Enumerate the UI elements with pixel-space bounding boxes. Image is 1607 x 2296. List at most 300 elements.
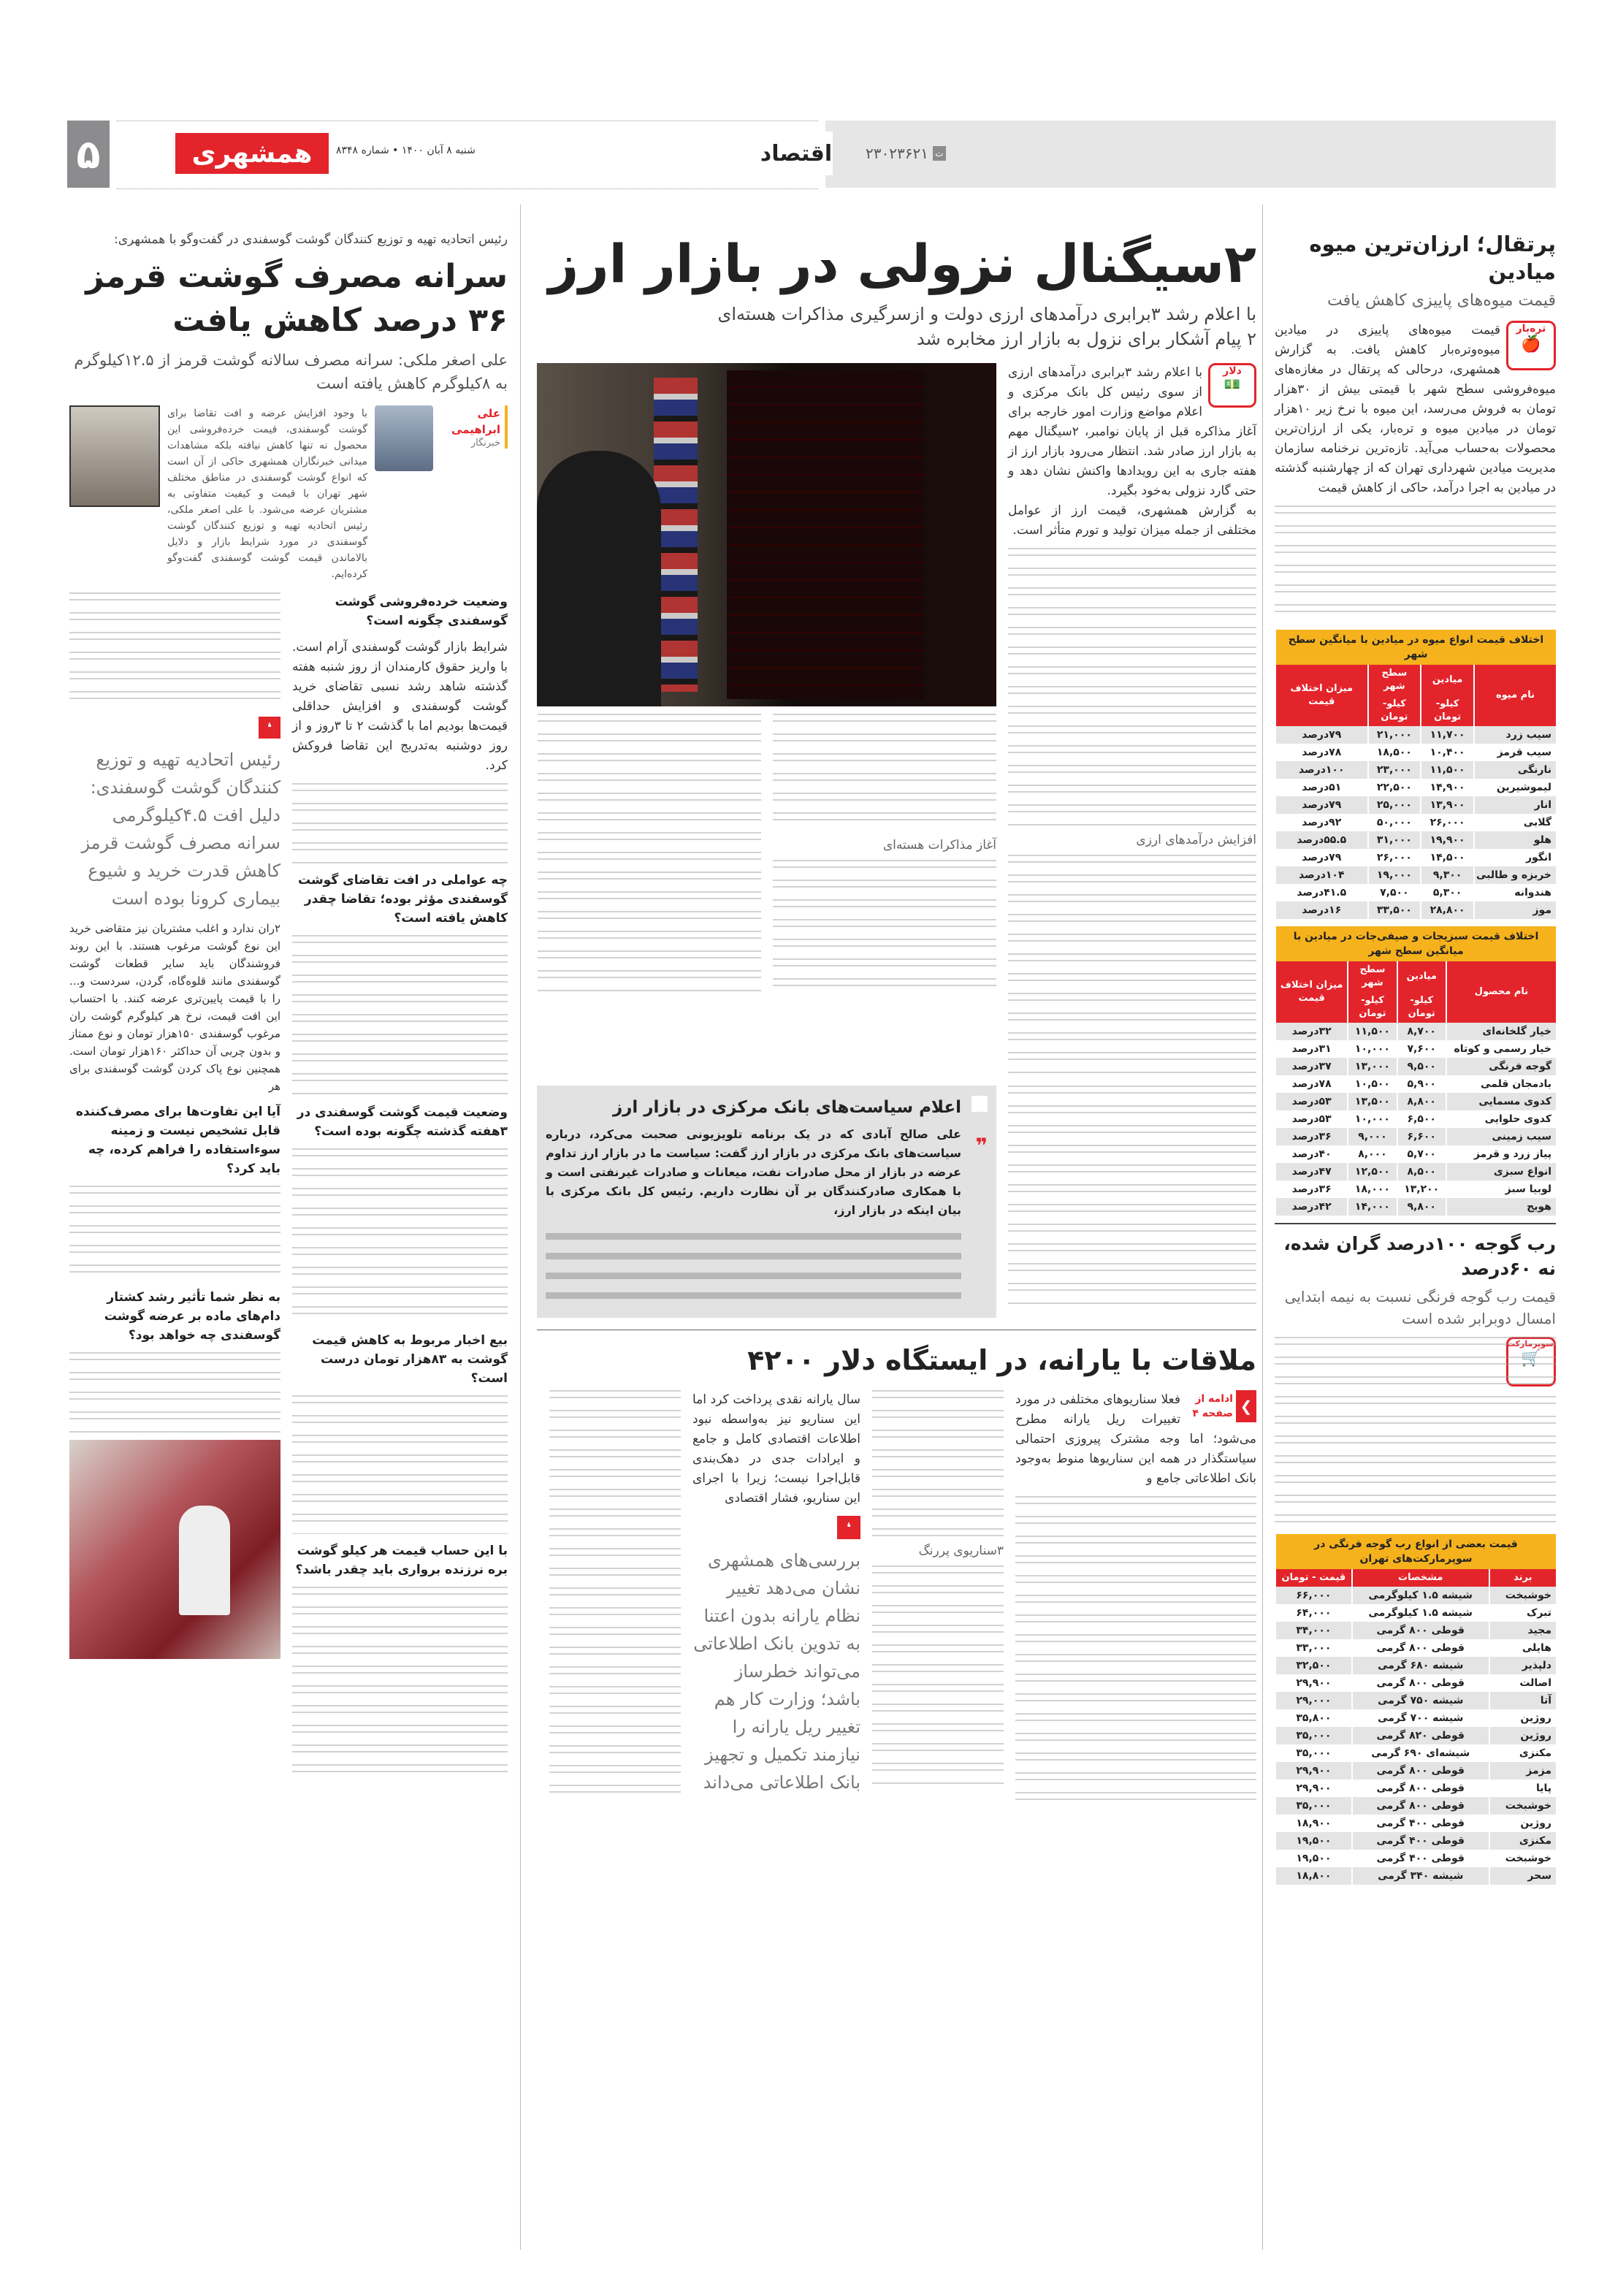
- meat-body: [69, 592, 508, 1777]
- currency-body-text-5: [1008, 1086, 1256, 1305]
- column-header: برند: [1489, 1569, 1556, 1587]
- table-row: [1275, 1622, 1556, 1639]
- author-name: علی ابراهیمی: [451, 407, 500, 436]
- quote-icon: ❛: [259, 717, 280, 739]
- table-row: [1275, 884, 1556, 901]
- column-header: مشخصات: [1352, 1569, 1489, 1587]
- table-cell: خوشبخت: [1489, 1850, 1556, 1867]
- currency-lead: با اعلام رشد ۳برابری درآمدهای ارزی از سوی رئیس کل بانک مرکزی و اعلام مواضع وزارت امور خارجه برای آغاز مذاکره قبل از پایان نوامبر، ۲سیگنال مهم به بازار ارز صادر شد. انتظار می‌رود بازار ارز از هفته جاری به این رویدادها واکنش نشان دهد و حتی گارد نزولی به‌خود بگیرد.: [1008, 365, 1256, 498]
- table-cell: ۵۱درصد: [1275, 779, 1368, 796]
- table-cell: ۲۹,۹۰۰: [1275, 1674, 1352, 1692]
- issue-date: شنبه ۸ آبان ۱۴۰۰ • شماره ۸۳۴۸: [336, 145, 476, 156]
- table-row: [1275, 1709, 1556, 1727]
- table-row: [1275, 761, 1556, 779]
- table-cell: ۱۸,۹۰۰: [1275, 1815, 1352, 1832]
- table-row: [1275, 1780, 1556, 1797]
- table-row: [1275, 814, 1556, 831]
- currency-col-3: [773, 714, 996, 991]
- cbi-box-markers: [969, 1096, 988, 1308]
- continued-text: ادامه از صفحه ۴: [1192, 1393, 1233, 1419]
- currency-body-text: [1008, 548, 1256, 825]
- table-cell: ۶,۶۰۰: [1397, 1128, 1446, 1145]
- column-header: نام محصول: [1446, 961, 1556, 1023]
- meat-col-2: [69, 592, 280, 1659]
- table-cell: ۱۶درصد: [1275, 901, 1368, 919]
- meat-body-text: [292, 935, 508, 1096]
- right-column: [1275, 230, 1556, 1885]
- table-cell: شیشه‌ای ۶۹۰ گرمی: [1352, 1744, 1489, 1762]
- table-cell: ۳۱,۰۰۰: [1368, 831, 1421, 849]
- currency-subtitle-2: ۲ پیام آشکار برای نزول به بازار ارز مخابره شد: [917, 329, 1256, 349]
- subsidy-body-text-5: [549, 1390, 681, 1799]
- table-cell: ۷۸درصد: [1275, 1075, 1348, 1093]
- continue-arrow-icon: ❯: [1236, 1390, 1256, 1422]
- subsidy-title: ملاقات با یارانه، در ایستگاه دلار ۴۲۰۰: [747, 1344, 1256, 1376]
- meat-q7: به نظر شما تأثیر رشد کشتار دام‌های ماده بر عرضه گوشت گوسفندی چه خواهد بود؟: [104, 1290, 280, 1343]
- fruit-lead: قیمت میوه‌های پاییزی در میادین میوه‌وتره‌بار کاهش یافت. به گزارش همشهری، درحالی که پرتقال در مغازه‌های میوه‌فروشی سطح شهر با قیمتی بیش از ۳۰هزار تومان به فروش می‌رسد، این میوه با نرخ زیر ۱۰هزار تومان در میادین میوه و تره‌بار، یکی از ارزان‌ترین محصولات به‌حساب می‌آید. تازه‌ترین نرخنامه سازمان مدیریت میادین شهرداری تهران که از چهارشنبه گذشته در میادین به اجرا درآمد، حاکی از کاهش قیمت: [1275, 323, 1556, 495]
- table-cell: ۱۱,۷۰۰: [1421, 726, 1474, 744]
- paste-body-text: [1275, 1337, 1556, 1527]
- meat-body-text: [292, 1395, 508, 1534]
- cbi-policy-box: [537, 1086, 996, 1318]
- currency-lead-col: [1008, 363, 1256, 1074]
- table-cell: ۷,۶۰۰: [1397, 1040, 1446, 1058]
- unit-header: کیلو-تومان: [1421, 695, 1474, 726]
- box-marker-icon: [972, 1096, 988, 1112]
- table-row: [1275, 1128, 1556, 1145]
- table-row: [1275, 1727, 1556, 1744]
- table-row: [1275, 779, 1556, 796]
- table-cell: ۸,۵۰۰: [1397, 1163, 1446, 1181]
- table-cell: گوجه فرنگی: [1446, 1058, 1556, 1075]
- author-photo: [375, 405, 433, 471]
- cart-icon: 🛒: [1521, 1349, 1541, 1368]
- meat-q1: وضعیت خرده‌فروشی گوشت گوسفندی چگونه است؟: [335, 595, 508, 628]
- table-cell: ۳۵,۸۰۰: [1275, 1709, 1352, 1727]
- column-header: سطح شهر: [1368, 665, 1421, 695]
- fruit-tag: [1506, 321, 1556, 370]
- currency-subhead-2: افزایش درآمدهای ارزی: [1136, 833, 1256, 847]
- table-cell: ۴۱.۵درصد: [1275, 884, 1368, 901]
- table-cell: ۷,۵۰۰: [1368, 884, 1421, 901]
- table-cell: قوطی ۸۰۰ گرمی: [1352, 1639, 1489, 1657]
- table-row: [1275, 849, 1556, 866]
- meat-title-2: ۳۶ درصد کاهش یافت: [172, 302, 508, 339]
- table-cell: ۱۰,۵۰۰: [1348, 1075, 1397, 1093]
- table-cell: موز: [1474, 901, 1556, 919]
- table-cell: ۱۳,۵۰۰: [1348, 1093, 1397, 1110]
- table-row: [1275, 1832, 1556, 1850]
- fruit-title: پرتقال؛ ارزان‌ترین میوه میادین: [1309, 232, 1556, 284]
- column-divider: [520, 205, 521, 2250]
- table-cell: ۷۹درصد: [1275, 849, 1368, 866]
- table-row: [1275, 1058, 1556, 1075]
- paste-tag-label: سوپرمارکت: [1506, 1339, 1554, 1349]
- table-cell: ۲۹,۹۰۰: [1275, 1780, 1352, 1797]
- table-cell: ۶,۵۰۰: [1397, 1110, 1446, 1128]
- dollar-tag: [1208, 363, 1256, 408]
- table-cell: تبرک: [1489, 1604, 1556, 1622]
- butcher-photo: [69, 1440, 280, 1659]
- currency-body-text-2: [1008, 855, 1256, 1074]
- table-row: [1275, 1815, 1556, 1832]
- meat-q5: بیع اخبار مربوط به کاهش قیمت گوشت به ۸۳هزار تومان درست است؟: [312, 1333, 508, 1386]
- table-cell: ۱۳,۹۰۰: [1421, 796, 1474, 814]
- table-cell: ۳۱درصد: [1275, 1040, 1348, 1058]
- table-cell: لوبیا سبز: [1446, 1181, 1556, 1198]
- table-row: [1275, 901, 1556, 919]
- table-cell: شیشه ۱.۵ کیلوگرمی: [1352, 1587, 1489, 1604]
- currency-body: [537, 363, 1256, 1074]
- column-divider: [1262, 205, 1263, 2250]
- table-cell: ۱۴,۹۰۰: [1421, 779, 1474, 796]
- table-cell: شیشه ۷۰۰ گرمی: [1352, 1709, 1489, 1727]
- table-cell: ۳۷درصد: [1275, 1058, 1348, 1075]
- cbi-box-more-text: [546, 1227, 961, 1308]
- table-caption: اختلاف قیمت سبزیجات و صیفی‌جات در میادین با میانگین سطح شهر: [1275, 926, 1556, 961]
- meat-kicker: رئیس اتحادیه تهیه و توزیع کنندگان گوشت گوسفندی در گفت‌وگو با همشهری:: [113, 232, 508, 247]
- table-cell: خیار رسمی و کوتاه: [1446, 1040, 1556, 1058]
- table-cell: ۳۳,۵۰۰: [1368, 901, 1421, 919]
- table-cell: ۳۴,۰۰۰: [1275, 1622, 1352, 1639]
- currency-article-header: [537, 230, 1256, 351]
- table-cell: سیب زرد: [1474, 726, 1556, 744]
- unit-header: کیلو-تومان: [1397, 992, 1446, 1023]
- table-cell: قوطی ۸۲۰ گرمی: [1352, 1727, 1489, 1744]
- table-cell: نارنگی: [1474, 761, 1556, 779]
- table-cell: کدوی حلوایی: [1446, 1110, 1556, 1128]
- table-cell: لیموشیرین: [1474, 779, 1556, 796]
- table-cell: ۶۴,۰۰۰: [1275, 1604, 1352, 1622]
- phone-value: ۲۳۰۲۳۶۲۱: [866, 145, 928, 162]
- table-cell: ۱۰۴درصد: [1275, 866, 1368, 884]
- table-cell: هایلی: [1489, 1639, 1556, 1657]
- table-row: [1275, 1639, 1556, 1657]
- meat-q6: با این حساب قیمت هر کیلو گوشت بره نرزنده برواری باید چقدر باشد؟: [295, 1544, 508, 1577]
- table-cell: ۹,۵۰۰: [1397, 1058, 1446, 1075]
- table-cell: اصالت: [1489, 1674, 1556, 1692]
- table-caption: اختلاف قیمت انواع میوه در میادین با میانگین سطح شهر: [1275, 630, 1556, 665]
- table-cell: شیشه ۷۵۰ گرمی: [1352, 1692, 1489, 1709]
- table-cell: قوطی ۸۰۰ گرمی: [1352, 1797, 1489, 1815]
- fruit-tag-label: تره‌بار: [1516, 323, 1546, 335]
- table-row: [1275, 1657, 1556, 1674]
- meat-body-text: [69, 1352, 280, 1433]
- table-cell: روژین: [1489, 1815, 1556, 1832]
- meat-pullquote: رئیس اتحادیه تهیه و توزیع کنندگان گوشت گوسفندی: دلیل افت ۴.۵کیلوگرمی سرانه مصرف گوشت قرمز کاهش قدرت خرید و شیوع بیماری کرونا بوده است: [81, 750, 280, 909]
- middle-column: [537, 230, 1256, 1803]
- table-row: [1275, 831, 1556, 849]
- table-cell: انار: [1474, 796, 1556, 814]
- table-cell: سیب قرمز: [1474, 744, 1556, 761]
- rates-board: [727, 370, 924, 699]
- table-row: [1275, 866, 1556, 884]
- table-cell: ۱۹,۵۰۰: [1275, 1850, 1352, 1867]
- table-cell: ۲۲,۵۰۰: [1368, 779, 1421, 796]
- table-cell: هویج: [1446, 1198, 1556, 1216]
- table-row: [1275, 1762, 1556, 1780]
- banknote-icon: 💵: [1224, 377, 1241, 392]
- table-cell: ۲۶,۰۰۰: [1368, 849, 1421, 866]
- person-silhouette: [537, 451, 661, 706]
- column-header: میادین: [1421, 665, 1474, 695]
- table-cell: ۲۶,۰۰۰: [1421, 814, 1474, 831]
- fruit-body-text: [1275, 506, 1556, 622]
- currency-body-text-3b: [773, 860, 996, 991]
- table-cell: هندوانه: [1474, 884, 1556, 901]
- table-cell: قوطی ۸۰۰ گرمی: [1352, 1780, 1489, 1797]
- table-row: [1275, 1075, 1556, 1093]
- table-cell: گلابی: [1474, 814, 1556, 831]
- table-cell: خربزه و طالبی: [1474, 866, 1556, 884]
- currency-subhead-1: آغاز مذاکرات هسته‌ای: [882, 838, 996, 853]
- table-row: [1275, 1797, 1556, 1815]
- fruit-article: [1275, 230, 1556, 498]
- table-cell: ۱۰۰درصد: [1275, 761, 1368, 779]
- table-cell: شیشه ۶۸۰ گرمی: [1352, 1657, 1489, 1674]
- column-header: نام میوه: [1474, 665, 1556, 726]
- table-cell: ۱۸,۸۰۰: [1275, 1867, 1352, 1885]
- left-column: [69, 230, 508, 1777]
- table-cell: ۱۹,۹۰۰: [1421, 831, 1474, 849]
- currency-body-text-3: [773, 714, 996, 831]
- table-cell: ۱۰,۰۰۰: [1348, 1110, 1397, 1128]
- table-cell: ۵۳درصد: [1275, 1110, 1348, 1128]
- subsidy-col-2: [872, 1390, 1004, 1785]
- meat-article-header: [69, 230, 508, 395]
- subsidy-col-3: [692, 1390, 860, 1796]
- table-cell: مکنزی: [1489, 1832, 1556, 1850]
- subsidy-subhead: ۳سناریوی پررنگ: [918, 1544, 1004, 1558]
- column-header: میزان اختلاف قیمت: [1275, 961, 1348, 1023]
- cbi-box-title: اعلام سیاست‌های بانک مرکزی در بازار ارز: [612, 1098, 961, 1117]
- continued-from-label: [1188, 1390, 1256, 1422]
- column-header: قیمت - تومان: [1275, 1569, 1352, 1587]
- table-row: [1275, 1198, 1556, 1216]
- apple-icon: 🍎: [1521, 335, 1541, 354]
- table-row: [1275, 1040, 1556, 1058]
- author-role: خبرنگار: [470, 438, 500, 449]
- subsidy-lead-col: [1015, 1390, 1256, 1803]
- exchange-board-photo: [537, 363, 996, 706]
- table-cell: ۳۶درصد: [1275, 1181, 1348, 1198]
- divider: [1275, 1223, 1556, 1224]
- table-cell: سحر: [1489, 1867, 1556, 1885]
- table-cell: ۷۹درصد: [1275, 796, 1368, 814]
- table-cell: ۹,۰۰۰: [1348, 1128, 1397, 1145]
- paste-price-table: [1275, 1534, 1556, 1885]
- table-row: [1275, 744, 1556, 761]
- table-row: [1275, 1093, 1556, 1110]
- table-row: [1275, 1604, 1556, 1622]
- table-cell: ۵,۳۰۰: [1421, 884, 1474, 901]
- table-cell: قوطی ۸۰۰ گرمی: [1352, 1762, 1489, 1780]
- table-cell: قوطی ۴۰۰ گرمی: [1352, 1815, 1489, 1832]
- table-cell: ۱۳,۲۰۰: [1397, 1181, 1446, 1198]
- subsidy-body: [537, 1390, 1256, 1803]
- table-cell: ۱۸,۵۰۰: [1368, 744, 1421, 761]
- table-cell: روژین: [1489, 1727, 1556, 1744]
- table-cell: ۱۳,۰۰۰: [1348, 1058, 1397, 1075]
- table-cell: ۶۶,۰۰۰: [1275, 1587, 1352, 1604]
- table-cell: ۳۵,۰۰۰: [1275, 1797, 1352, 1815]
- table-cell: کدوی مسمایی: [1446, 1093, 1556, 1110]
- currency-body-text-4: [538, 714, 761, 991]
- meat-intro: با وجود افزایش عرضه و افت تقاضا برای گوشت گوسفندی، قیمت خرده‌فروشی این محصول نه تنها کاهش نیافته بلکه مشاهدات میدانی خبرنگاران همشهری حاکی از آن است که انواع گوشت گوسفندی در مناطق مختلف شهر تهران با قیمت و کیفیت متفاوتی به مشتریان عرضه می‌شود. با علی اصغر ملکی، رئیس اتحادیه تهیه و توزیع کنندگان گوشت گوسفندی در مورد شرایط بازار و دلایل بالاماندن قیمت گوشت گوسفندی گفت‌وگو کرده‌ایم.: [167, 408, 367, 580]
- table-cell: ۹,۳۰۰: [1421, 866, 1474, 884]
- table-cell: ۵۰,۰۰۰: [1368, 814, 1421, 831]
- subsidy-col-text: سال یارانه نقدی پرداخت کرد اما این سناریو نیز به‌واسطه نبود اطلاعات اقتصادی کامل و جامع و ایرادات جدی در دهک‌بندی قابل‌اجرا نیست؛ زیرا با اجرای این سناریو، فشار اقتصادی: [692, 1392, 860, 1506]
- veg-price-table: [1275, 926, 1556, 1216]
- paste-article: [1275, 1232, 1556, 1527]
- subsidy-body-text-3: [872, 1565, 1004, 1785]
- meat-a1: شرایط بازار گوشت گوسفندی آرام است. با واریز حقوق کارمندان از روز شنبه هفته گذشته شاهد رشد نسبی تقاضای خرید گوشت گوسفندی و افزایش حداقلی قیمت‌ها بودیم اما با گذشت ۲ تا ۳روز و از روز دوشنبه به‌تدریج این تقاضا فروکش کرد.: [292, 640, 508, 773]
- table-cell: روژین: [1489, 1709, 1556, 1727]
- table-cell: ۲۱,۰۰۰: [1368, 726, 1421, 744]
- table-cell: ۳۵,۰۰۰: [1275, 1727, 1352, 1744]
- table-cell: قوطی ۸۰۰ گرمی: [1352, 1674, 1489, 1692]
- meat-body-text: [69, 1186, 280, 1281]
- meat-body-text: [292, 783, 508, 863]
- table-cell: ۹۲درصد: [1275, 814, 1368, 831]
- table-cell: ۷۸درصد: [1275, 744, 1368, 761]
- table-cell: ۱۴,۰۰۰: [1348, 1198, 1397, 1216]
- meat-q3: وضعیت قیمت گوشت گوسفندی در ۳هفته گذشته چگونه بوده است؟: [297, 1105, 508, 1139]
- currency-subtitle-1: با اعلام رشد ۳برابری درآمدهای ارزی دولت و ازسرگیری مذاکرات هسته‌ای: [717, 304, 1256, 324]
- table-cell: ۳۶درصد: [1275, 1128, 1348, 1145]
- currency-columns: [537, 714, 996, 991]
- fruit-price-table: [1275, 630, 1556, 919]
- table-cell: دلپذیر: [1489, 1657, 1556, 1674]
- table-cell: ۱۱,۵۰۰: [1348, 1023, 1397, 1040]
- table-cell: ۲۳,۰۰۰: [1368, 761, 1421, 779]
- table-row: [1275, 1867, 1556, 1885]
- table-cell: شیشه ۱.۵ کیلوگرمی: [1352, 1604, 1489, 1622]
- table-row: [1275, 1145, 1556, 1163]
- table-cell: ۱۸,۰۰۰: [1348, 1181, 1397, 1198]
- table-cell: ۱۰,۴۰۰: [1421, 744, 1474, 761]
- meat-body-text: [292, 1148, 508, 1324]
- table-cell: ۲۸,۸۰۰: [1421, 901, 1474, 919]
- table-cell: ۸,۸۰۰: [1397, 1093, 1446, 1110]
- quote-mark-icon: ❞: [975, 1134, 988, 1158]
- meat-body-text: [292, 1587, 508, 1777]
- table-cell: ۳۳,۰۰۰: [1275, 1639, 1352, 1657]
- currency-para: به گزارش همشهری، قیمت ارز از عوامل مختلفی از جمله میزان تولید و تورم متأثر است.: [1008, 503, 1256, 538]
- table-cell: ۴۲درصد: [1275, 1198, 1348, 1216]
- table-cell: ۸,۰۰۰: [1348, 1145, 1397, 1163]
- quote-icon: ❛: [837, 1516, 860, 1539]
- table-cell: ۵۳درصد: [1275, 1093, 1348, 1110]
- table-caption: قیمت بعضی از انواع رب گوجه فرنگی در سوپرمارکت‌های تهران: [1275, 1534, 1556, 1569]
- cbi-row: [537, 1086, 1256, 1318]
- dollar-tag-label: دلار: [1223, 365, 1242, 377]
- subsidy-body-text: [1015, 1496, 1256, 1803]
- table-cell: ۱۰,۰۰۰: [1348, 1040, 1397, 1058]
- table-cell: خیار گلخانه‌ای: [1446, 1023, 1556, 1040]
- table-cell: ۲۵,۰۰۰: [1368, 796, 1421, 814]
- cbi-box-text: علی صالح آبادی که در یک برنامه تلویزیونی صحبت می‌کرد، درباره سیاست‌های بانک مرکزی در بازار ارز گفت: سیاست ما در بازار ارز تداوم عرضه در بازار از محل صادرات نفت، میعانات و صادرات غیرنفتی است و با همکاری صادرکنندگان بر آن نظارت داریم. رئیس کل بانک مرکزی با بیان اینکه در بازار ارز،: [546, 1127, 961, 1217]
- table-cell: ۵۵.۵درصد: [1275, 831, 1368, 849]
- table-row: [1275, 1692, 1556, 1709]
- table-cell: پیاز زرد و قرمز: [1446, 1145, 1556, 1163]
- fruit-subtitle: قیمت میوه‌های پاییزی کاهش یافت: [1327, 291, 1556, 310]
- meat-title-1: سرانه مصرف گوشت قرمز: [85, 258, 508, 295]
- table-cell: ۱۱,۵۰۰: [1421, 761, 1474, 779]
- meat-body-text-2: [69, 592, 280, 709]
- table-cell: پایا: [1489, 1780, 1556, 1797]
- table-row: [1275, 1850, 1556, 1867]
- currency-photo-col: [537, 363, 996, 991]
- page-number: ۵: [67, 121, 110, 188]
- table-cell: بادمجان قلمی: [1446, 1075, 1556, 1093]
- meat-q4: آیا این تفاوت‌ها برای مصرف‌کننده قابل تشخیص نیست و زمینه سوءاستفاده را فراهم کرده، چه باید کرد؟: [75, 1105, 280, 1176]
- table-cell: ۷۹درصد: [1275, 726, 1368, 744]
- section-title: اقتصاد: [760, 131, 833, 175]
- table-row: [1275, 1587, 1556, 1604]
- table-cell: ۱۹,۵۰۰: [1275, 1832, 1352, 1850]
- butcher-figure: [179, 1506, 230, 1615]
- subsidy-body-text-2: [872, 1390, 1004, 1536]
- table-cell: ۸,۷۰۰: [1397, 1023, 1446, 1040]
- interviewee-photo: [69, 405, 160, 507]
- meat-subtitle: علی اصغر ملکی: سرانه مصرف سالانه گوشت قرمز از ۱۲.۵کیلوگرم به ۸کیلوگرم کاهش یافته است: [74, 351, 508, 392]
- table-cell: انگور: [1474, 849, 1556, 866]
- column-header: سطح شهر: [1348, 961, 1397, 992]
- table-row: [1275, 1110, 1556, 1128]
- table-cell: قوطی ۸۰۰ گرمی: [1352, 1622, 1489, 1639]
- table-cell: قوطی ۴۰۰ گرمی: [1352, 1850, 1489, 1867]
- table-cell: سیب زمینی: [1446, 1128, 1556, 1145]
- table-cell: خوشبخت: [1489, 1797, 1556, 1815]
- table-cell: ۴۰درصد: [1275, 1145, 1348, 1163]
- newspaper-logo: همشهری: [175, 133, 329, 174]
- table-cell: ۴۷درصد: [1275, 1163, 1348, 1181]
- table-row: [1275, 1181, 1556, 1198]
- table-cell: ۲۹,۰۰۰: [1275, 1692, 1352, 1709]
- table-row: [1275, 796, 1556, 814]
- subsidy-pullquote: بررسی‌های همشهری نشان می‌دهد تغییر نظام یارانه بدون اعتنا به تدوین بانک اطلاعاتی می‌تواند خطرساز باشد؛ وزارت کار هم تغییر ریل یارانه را نیازمند تکمیل و تجهیز بانک اطلاعاتی می‌داند: [693, 1550, 860, 1793]
- column-header: میادین: [1397, 961, 1446, 992]
- table-row: [1275, 1163, 1556, 1181]
- table-cell: ۹,۸۰۰: [1397, 1198, 1446, 1216]
- meat-col-1: [292, 592, 508, 1777]
- table-cell: آتا: [1489, 1692, 1556, 1709]
- subsidy-lead: فعلا سناریوهای مختلفی در مورد تغییرات ریل یارانه مطرح می‌شود؛ اما وجه مشترک پیروزی احتمالی سیاستگذار در همه این سناریوها منوط به‌وجود بانک اطلاعاتی جامع و: [1015, 1392, 1256, 1486]
- table-cell: مزمز: [1489, 1762, 1556, 1780]
- table-row: [1275, 726, 1556, 744]
- table-cell: هلو: [1474, 831, 1556, 849]
- currency-title: ۲سیگنال نزولی در بازار ارز: [548, 233, 1256, 294]
- meat-q2: چه عواملی در افت تقاضای گوشت گوسفندی مؤثر بوده؛ تقاضا چقدر کاهش یافته است؟: [297, 873, 508, 926]
- paste-title: رب گوجه ۱۰۰درصد گران شده، نه ۶۰درصد: [1283, 1233, 1556, 1279]
- table-cell: مکنزی: [1489, 1744, 1556, 1762]
- table-cell: ۳۲درصد: [1275, 1023, 1348, 1040]
- table-cell: قوطی ۴۰۰ گرمی: [1352, 1832, 1489, 1850]
- table-row: [1275, 1674, 1556, 1692]
- table-row: [1275, 1744, 1556, 1762]
- table-cell: ۱۲,۵۰۰: [1348, 1163, 1397, 1181]
- table-cell: مجید: [1489, 1622, 1556, 1639]
- table-cell: انواع سبزی: [1446, 1163, 1556, 1181]
- phone-icon: ت: [933, 146, 946, 161]
- table-cell: ۱۴,۵۰۰: [1421, 849, 1474, 866]
- table-row: [1275, 1023, 1556, 1040]
- table-cell: ۱۹,۰۰۰: [1368, 866, 1421, 884]
- table-cell: ۲۹,۹۰۰: [1275, 1762, 1352, 1780]
- column-header: میزان اختلاف قیمت: [1275, 665, 1368, 726]
- phone-number: [866, 145, 946, 162]
